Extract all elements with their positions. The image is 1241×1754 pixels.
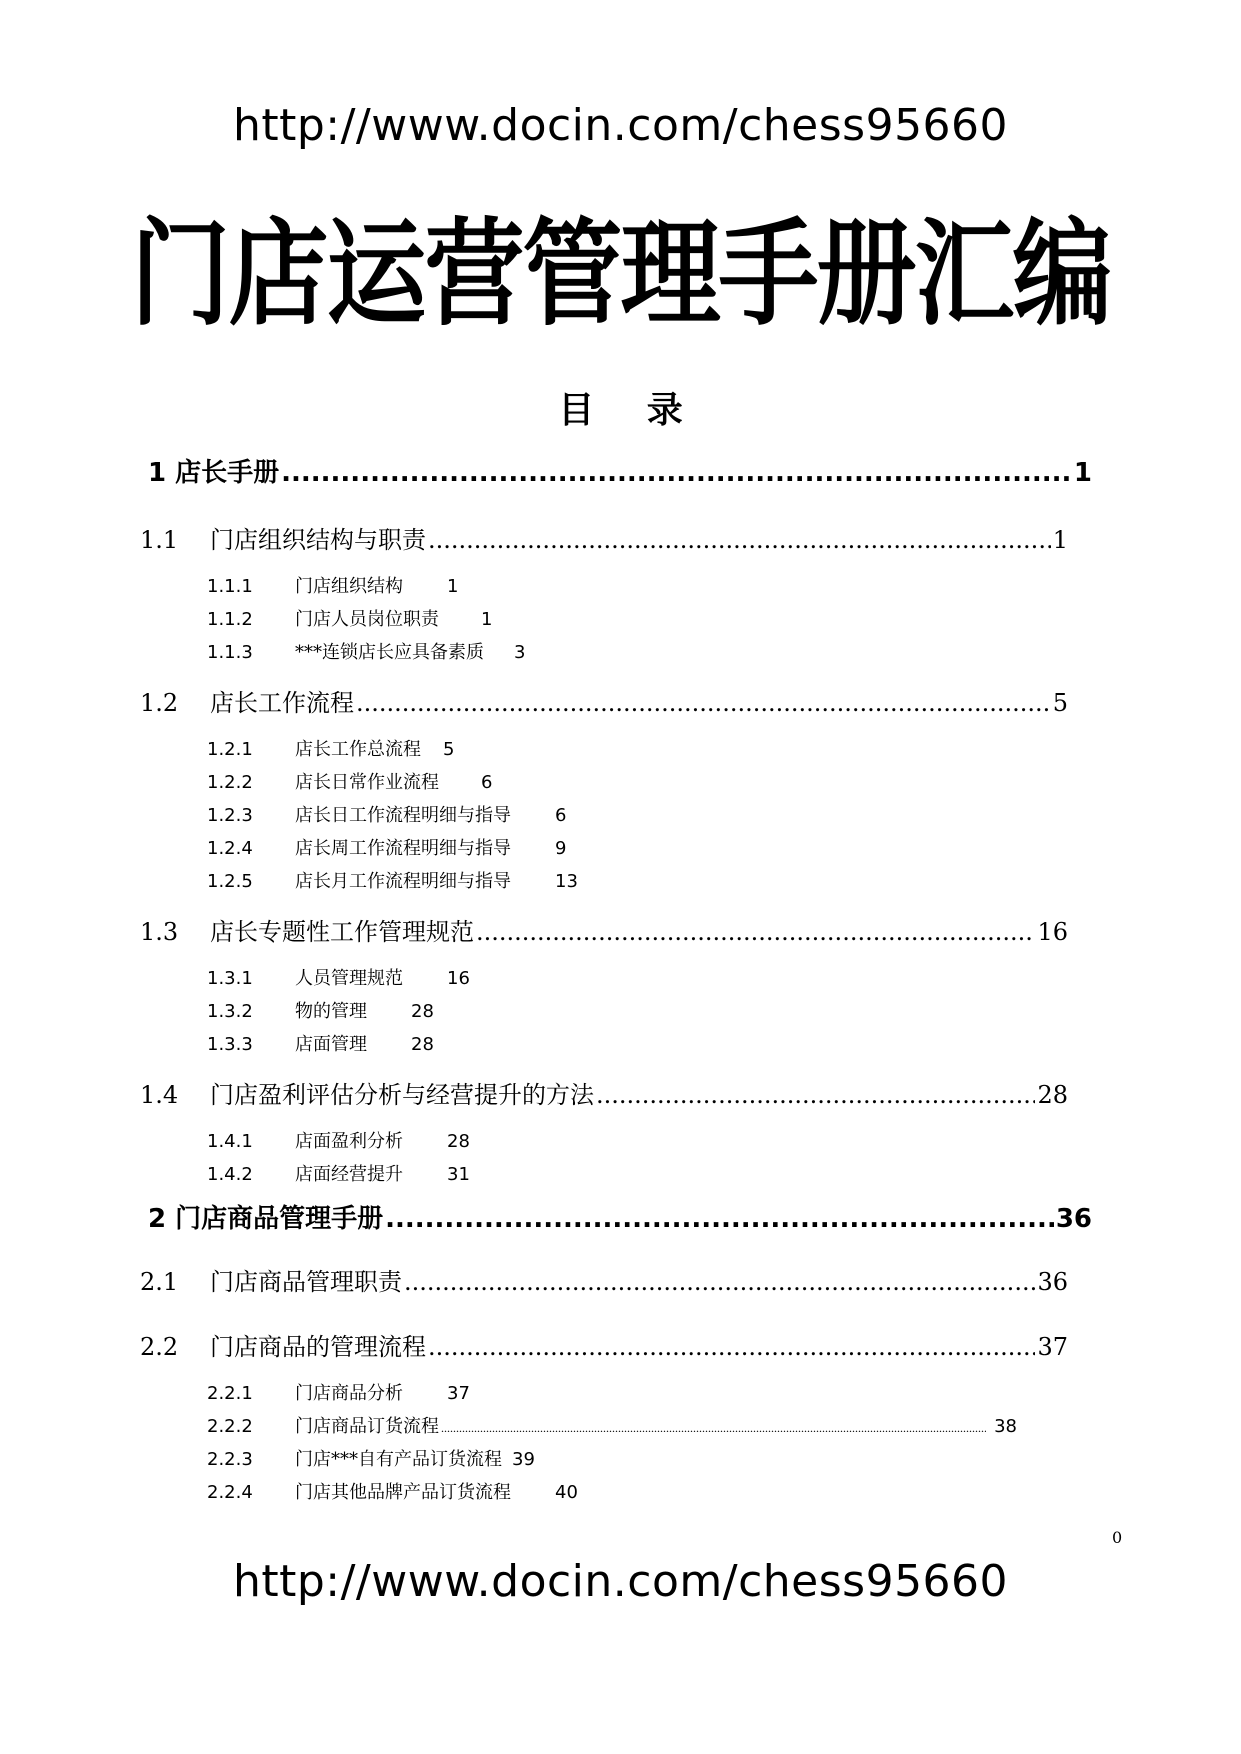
page-number: 0 (1112, 1528, 1123, 1547)
toc-entry-1-3-1[interactable] (207, 964, 470, 990)
toc-entry-label: 2 门店商品管理手册 (148, 1204, 384, 1234)
toc-leader (404, 1268, 1035, 1296)
toc-leader (428, 526, 1051, 554)
toc-entry-number: 1.2.2 (207, 772, 253, 793)
toc-entry-label: 店长工作总流程 (295, 739, 421, 760)
toc-entry-1-2-2[interactable] (207, 768, 492, 794)
toc-entry-page: 40 (555, 1482, 578, 1503)
toc-entry-page: 37 (1037, 1333, 1068, 1361)
toc-entry-number: 1.2 (140, 689, 179, 717)
toc-entry-label: 门店***自有产品订货流程 (295, 1449, 502, 1470)
toc-entry-page: 36 (1055, 1204, 1092, 1234)
toc-entry-1-4[interactable] (140, 1075, 1068, 1110)
toc-entry-number: 1.2.4 (207, 838, 253, 859)
toc-entry-page: 39 (512, 1449, 535, 1470)
toc-leader (356, 689, 1051, 717)
toc-entry-2-2-4[interactable] (207, 1478, 578, 1504)
toc-entry-number: 1.1.1 (207, 576, 253, 597)
toc-entry-label: 店面经营提升 (295, 1164, 403, 1185)
toc-entry-1-3[interactable] (140, 912, 1068, 947)
toc-entry-page: 16 (1037, 918, 1068, 946)
toc-entry-1[interactable] (148, 452, 1092, 489)
toc-entry-2-2[interactable] (140, 1327, 1068, 1362)
toc-entry-label: 店长周工作流程明细与指导 (295, 838, 511, 859)
toc-entry-page: 28 (1037, 1081, 1068, 1109)
toc-entry-page: 9 (555, 838, 567, 859)
toc-entry-1-3-3[interactable] (207, 1030, 434, 1056)
toc-entry-number: 2.2.3 (207, 1449, 253, 1470)
toc-entry-number: 1.2.1 (207, 739, 253, 760)
toc-entry-label: 门店人员岗位职责 (295, 609, 439, 630)
toc-entry-page: 31 (447, 1164, 470, 1185)
toc-entry-page: 28 (411, 1001, 434, 1022)
toc-entry-label: 人员管理规范 (295, 968, 403, 989)
toc-entry-label: 店长月工作流程明细与指导 (295, 871, 511, 892)
toc-entry-page: 37 (447, 1383, 470, 1404)
toc-entry-number: 1.1 (140, 526, 179, 554)
toc-entry-label: 店面管理 (295, 1034, 367, 1055)
toc-entry-number: 2.2.4 (207, 1482, 253, 1503)
toc-entry-page: 16 (447, 968, 470, 989)
toc-entry-page: 6 (555, 805, 567, 826)
toc-entry-label: 门店组织结构 (295, 576, 403, 597)
toc-entry-number: 1.4.2 (207, 1164, 253, 1185)
toc-entry-number: 1.4.1 (207, 1131, 253, 1152)
toc-leader (428, 1333, 1035, 1361)
toc-entry-label: 店面盈利分析 (295, 1131, 403, 1152)
toc-entry-number: 2.2 (140, 1333, 179, 1361)
toc-entry-page: 1 (481, 609, 493, 630)
toc-entry-label: 门店其他品牌产品订货流程 (295, 1482, 511, 1503)
toc-entry-number: 1.3 (140, 918, 179, 946)
document-title: 门店运营管理手册汇编 (130, 206, 1111, 342)
toc-entry-number: 1.3.1 (207, 968, 253, 989)
toc-leader (281, 458, 1072, 488)
toc-entry-number: 1.3.3 (207, 1034, 253, 1055)
toc-entry-number: 1.1.2 (207, 609, 253, 630)
header-url[interactable]: http://www.docin.com/chess95660 (232, 100, 1009, 151)
toc-entry-label: 物的管理 (295, 1001, 367, 1022)
toc-entry-label: 门店组织结构与职责 (210, 526, 426, 554)
toc-entry-2[interactable] (148, 1198, 1092, 1235)
toc-leader (385, 1204, 1054, 1234)
toc-heading: 目 录 (558, 390, 683, 431)
toc-entry-label: 店长日常作业流程 (295, 772, 439, 793)
toc-entry-1-1[interactable] (140, 520, 1068, 555)
toc-entry-page: 13 (555, 871, 578, 892)
toc-entry-1-1-3[interactable] (207, 638, 525, 664)
toc-entry-number: 1.2.3 (207, 805, 253, 826)
toc-entry-1-2[interactable] (140, 683, 1068, 718)
toc-leader (596, 1081, 1035, 1109)
toc-leader (476, 918, 1035, 946)
toc-entry-number: 1.1.3 (207, 642, 253, 663)
toc-entry-1-1-2[interactable] (207, 605, 492, 631)
toc-entry-label: 店长工作流程 (210, 689, 354, 717)
toc-entry-1-2-4[interactable] (207, 834, 566, 860)
toc-entry-page: 28 (411, 1034, 434, 1055)
toc-entry-label: 店长日工作流程明细与指导 (295, 805, 511, 826)
toc-entry-1-1-1[interactable] (207, 572, 458, 598)
toc-entry-2-1[interactable] (140, 1262, 1068, 1297)
toc-entry-label: 门店商品分析 (295, 1383, 403, 1404)
toc-entry-number: 1.4 (140, 1081, 179, 1109)
toc-entry-1-3-2[interactable] (207, 997, 434, 1023)
toc-entry-label: 门店商品的管理流程 (210, 1333, 426, 1361)
toc-entry-2-2-2[interactable] (207, 1412, 1017, 1438)
toc-entry-number: 2.2.1 (207, 1383, 253, 1404)
toc-entry-1-4-2[interactable] (207, 1160, 470, 1186)
toc-entry-label: 门店商品管理职责 (210, 1268, 402, 1296)
toc-entry-page: 1 (1052, 526, 1068, 554)
toc-entry-label: ***连锁店长应具备素质 (295, 642, 484, 663)
toc-entry-page: 6 (481, 772, 493, 793)
toc-entry-page: 1 (447, 576, 459, 597)
toc-leader (441, 1421, 986, 1436)
toc-entry-1-4-1[interactable] (207, 1127, 470, 1153)
toc-entry-label: 门店盈利评估分析与经营提升的方法 (210, 1081, 594, 1109)
toc-entry-page: 5 (443, 739, 455, 760)
toc-entry-1-2-1[interactable] (207, 735, 454, 761)
toc-entry-page: 1 (1073, 458, 1092, 488)
toc-entry-label: 1 店长手册 (148, 458, 280, 488)
toc-entry-number: 1.3.2 (207, 1001, 253, 1022)
toc-entry-page: 3 (514, 642, 526, 663)
toc-entry-2-2-3[interactable] (207, 1445, 535, 1471)
toc-entry-1-2-3[interactable] (207, 801, 566, 827)
toc-entry-number: 2.2.2 (207, 1416, 253, 1437)
toc-entry-number: 2.1 (140, 1268, 179, 1296)
toc-entry-page: 36 (1037, 1268, 1068, 1296)
toc-entry-label: 门店商品订货流程 (295, 1416, 439, 1437)
footer-url[interactable]: http://www.docin.com/chess95660 (232, 1556, 1009, 1607)
toc-entry-label: 店长专题性工作管理规范 (210, 918, 474, 946)
toc-entry-2-2-1[interactable] (207, 1379, 470, 1405)
toc-entry-page: 28 (447, 1131, 470, 1152)
toc-entry-1-2-5[interactable] (207, 867, 578, 893)
toc-entry-page: 38 (994, 1416, 1017, 1437)
toc-entry-number: 1.2.5 (207, 871, 253, 892)
toc-entry-page: 5 (1052, 689, 1068, 717)
